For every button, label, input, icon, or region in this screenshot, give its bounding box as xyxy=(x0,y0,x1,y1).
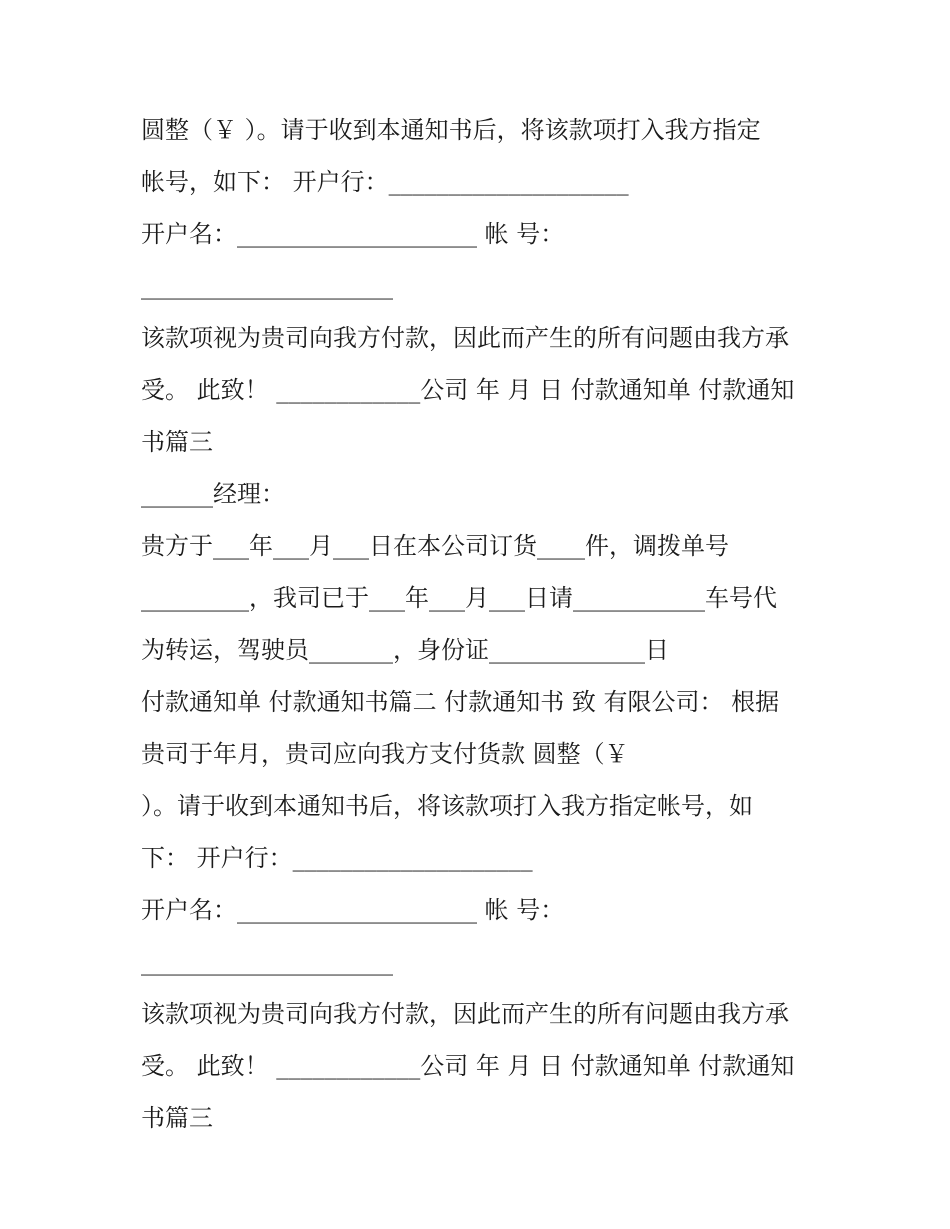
text-line: _____________________ xyxy=(141,948,393,976)
text-line: _____________________ xyxy=(141,272,393,300)
document-body xyxy=(141,106,821,1146)
text-line: ）。请于收到本通知书后，将该款项打入我方指定帐号，如 xyxy=(141,792,753,820)
text-line: 开户名：____________________ 帐 号： xyxy=(141,220,565,248)
text-line: ______经理： xyxy=(141,480,285,508)
text-line: 开户名：____________________ 帐 号： xyxy=(141,896,565,924)
text-line: 帐号，如下： 开户行：____________________ xyxy=(141,168,629,196)
text-line: 受。 此致！ ____________公司 年 月 日 付款通知单 付款通知 xyxy=(141,376,795,404)
text-line: 付款通知单 付款通知书篇二 付款通知书 致 有限公司： 根据 xyxy=(141,688,780,716)
text-line: 受。 此致！ ____________公司 年 月 日 付款通知单 付款通知 xyxy=(141,1052,795,1080)
text-line: _________，我司已于___年___月___日请___________车号代 xyxy=(141,584,777,612)
text-line: 贵方于___年___月___日在本公司订货____件，调拨单号 xyxy=(141,532,729,560)
text-line: 该款项视为贵司向我方付款，因此而产生的所有问题由我方承 xyxy=(141,1000,789,1028)
text-line: 为转运，驾驶员_______，身份证_____________日 xyxy=(141,636,669,664)
text-line: 下： 开户行：____________________ xyxy=(141,844,533,872)
text-line: 书篇三 xyxy=(141,1104,213,1132)
text-line: 该款项视为贵司向我方付款，因此而产生的所有问题由我方承 xyxy=(141,324,789,352)
text-line: 书篇三 xyxy=(141,428,213,456)
text-line: 圆整（￥ ）。请于收到本通知书后，将该款项打入我方指定 xyxy=(141,116,761,144)
text-line: 贵司于年月，贵司应向我方支付货款 圆整（￥ xyxy=(141,740,629,768)
